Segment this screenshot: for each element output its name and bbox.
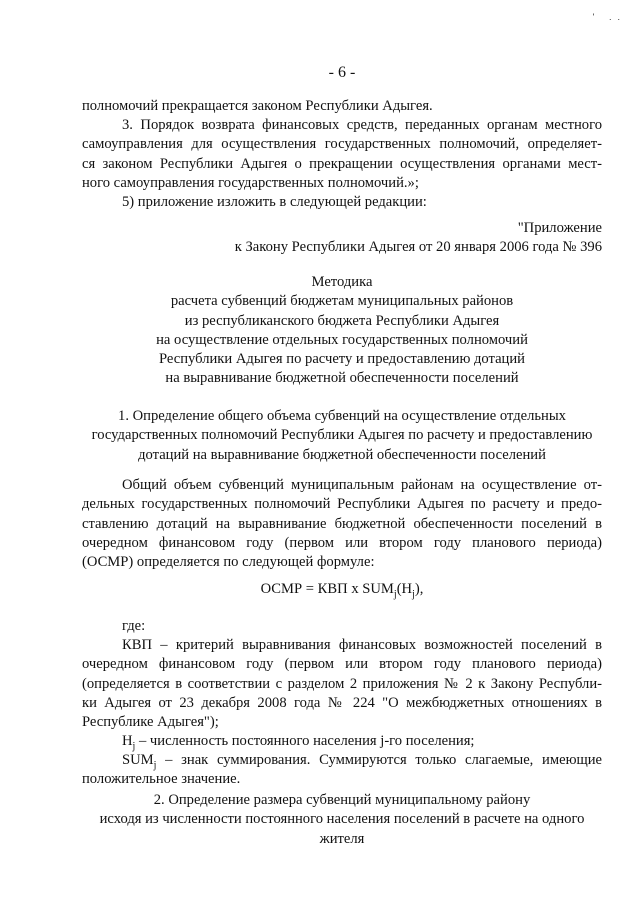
hj-text: – численность постоянного населения j-го поселения; [135, 733, 475, 749]
section-1-heading [82, 407, 602, 465]
text-line: Общий объем субвенций муниципальным районам на осуществление от- [122, 477, 602, 493]
paragraph-3 [82, 116, 602, 193]
heading-line: 2. Определение размера субвенций муниципальному району [153, 792, 531, 808]
section-1-body [82, 476, 602, 572]
heading-line: дотаций на выравнивание бюджетной обеспеченности поселений [138, 446, 546, 463]
paragraph-5: 5) приложение изложить в следующей редакции: [122, 194, 427, 210]
heading-line: 1. Определение общего объема субвенций на осуществление отдельных [118, 408, 566, 424]
page-number: - 6 - [328, 64, 356, 81]
intro-line: полномочий прекращается законом Республики Адыгея. [82, 98, 433, 114]
text-line: КВП – критерий выравнивания финансовых возможностей поселений в [122, 637, 602, 653]
text-line: ки Адыгея от 23 декабря 2008 года № 224 "О межбюджетных отношениях в [82, 694, 602, 711]
hj-definition [82, 732, 602, 751]
text-line: очередном финансовом году (первом или втором году планового периода) [82, 534, 602, 551]
sum-definition [82, 751, 602, 790]
text-line [82, 751, 602, 770]
sum-sub: j [153, 759, 157, 771]
title-line: расчета субвенций бюджетам муниципальных районов [170, 293, 514, 310]
hj-symbol: H [122, 733, 133, 749]
appendix-label: "Приложение [517, 220, 602, 236]
heading-line: жителя [319, 830, 365, 847]
heading-line: государственных полномочий Республики Адыгея по расчету и предоставлению [91, 427, 593, 444]
title-line: из республиканского бюджета Республики Адыгея [184, 312, 500, 329]
method-title [82, 273, 602, 389]
text-line: очередном финансовом году (первом или втором году планового периода) [82, 656, 602, 673]
hj-sub: j [132, 740, 136, 752]
where-label: где: [122, 618, 146, 634]
title-line: на осуществление отдельных государственных полномочий [156, 331, 528, 348]
section-2-heading [82, 791, 602, 849]
kvp-definition [82, 636, 602, 732]
formula-lhs: ОСМР = КВП x SUM [260, 581, 394, 597]
text-line: (ОСМР) определяется по следующей формуле: [82, 554, 375, 571]
sum-text: – знак суммирования. Суммируются только слагаемые, имеющие [156, 752, 602, 768]
appendix-law-ref: к Закону Республики Адыгея от 20 января 2006 года № 396 [234, 239, 602, 255]
text-line: дельных государственных полномочий Республики Адыгея по расчету и предо- [82, 496, 602, 513]
title-line: Методика [311, 274, 373, 290]
title-line: Республики Адыгея по расчету и предоставлению дотаций [159, 351, 525, 368]
formula [82, 580, 602, 599]
text-line: (определяется в соответствии с разделом 2 приложения № 2 к Закону Республи- [82, 675, 602, 692]
text-line: положительное значение. [82, 771, 241, 788]
formula-mid: (H [396, 581, 413, 597]
text-line: ставлению дотаций на выравнивание бюджетной обеспеченности поселений в [82, 515, 602, 532]
text-line: самоуправления для осуществления государственных полномочий, определяет- [82, 136, 602, 153]
text-line: ного самоуправления государственных полномочий.»; [82, 174, 419, 191]
corner-mark: ' .. [592, 12, 626, 22]
formula-sub: j [412, 588, 415, 600]
formula-end: ), [414, 581, 424, 597]
heading-line: исходя из численности постоянного населения поселений в расчете на одного [99, 811, 585, 828]
formula-sub: j [393, 588, 397, 600]
text-line: Республике Адыгея"); [82, 714, 219, 731]
title-line: на выравнивание бюджетной обеспеченности поселений [165, 370, 519, 387]
text-line: 3. Порядок возврата финансовых средств, переданных органам местного [122, 117, 602, 133]
sum-symbol: SUM [122, 752, 154, 768]
text-line: ся законом Республики Адыгея о прекращении осуществления органами мест- [82, 155, 602, 172]
